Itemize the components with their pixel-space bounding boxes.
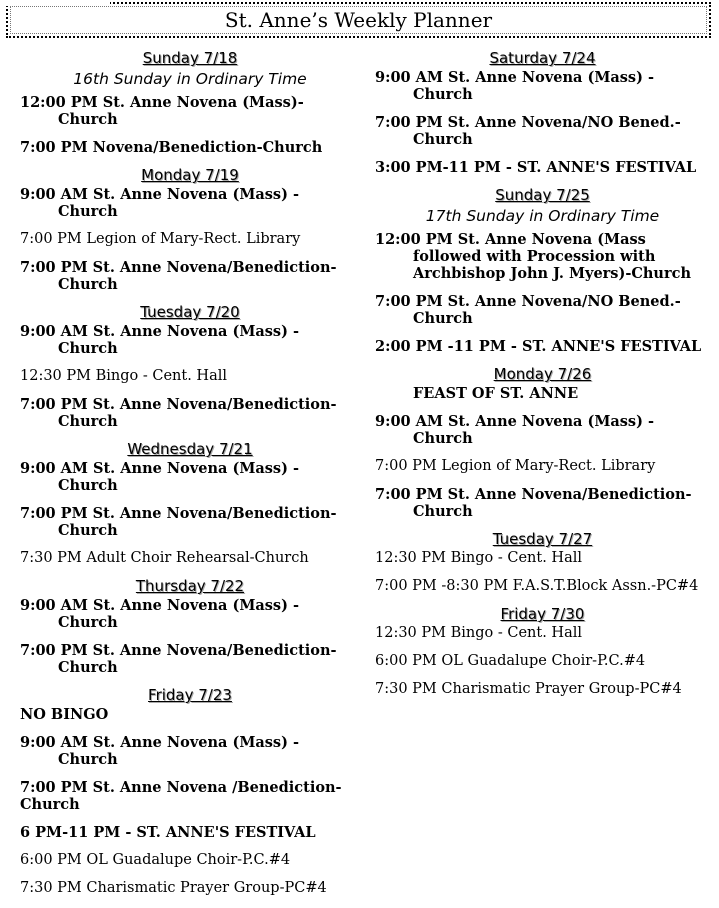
- event-item: 9:00 AM St. Anne Novena (Mass) - Church: [20, 460, 300, 494]
- left-column: [20, 48, 360, 908]
- event-item: 9:00 AM St. Anne Novena (Mass) - Church: [375, 69, 655, 103]
- event-item: 12:30 PM Bingo - Cent. Hall: [375, 550, 582, 566]
- event-item: 6:00 PM OL Guadalupe Choir-P.C.#4: [375, 653, 646, 669]
- day-subtitle: 17th Sunday in Ordinary Time: [425, 207, 660, 225]
- day-section: [20, 50, 360, 156]
- event-item: 7:00 PM St. Anne Novena/Benediction-Church: [20, 396, 337, 430]
- event-item: 7:00 PM Legion of Mary-Rect. Library: [375, 458, 656, 474]
- event-item: 7:00 PM St. Anne Novena/Benediction-Church: [20, 259, 337, 293]
- day-section: [20, 167, 360, 293]
- day-section: [375, 606, 710, 698]
- event-item: 7:00 PM St. Anne Novena/NO Bened.-Church: [375, 114, 681, 148]
- event-item: 2:00 PM -11 PM - ST. ANNE'S FESTIVAL: [375, 338, 702, 355]
- day-section: [375, 366, 710, 520]
- event-item: 3:00 PM-11 PM - ST. ANNE'S FESTIVAL: [375, 159, 697, 176]
- event-item: 7:00 PM St. Anne Novena /Benediction-Church: [20, 779, 342, 813]
- event-item: FEAST OF ST. ANNE: [413, 385, 579, 402]
- day-heading: Wednesday 7/21: [127, 440, 253, 458]
- event-item: 9:00 AM St. Anne Novena (Mass) - Church: [20, 734, 300, 768]
- event-item: 7:00 PM -8:30 PM F.A.S.T.Block Assn.-PC#4: [375, 578, 699, 594]
- day-section: [20, 687, 360, 897]
- day-section: [375, 187, 710, 355]
- event-item: 9:00 AM St. Anne Novena (Mass) - Church: [20, 186, 300, 220]
- day-heading: Sunday 7/25: [495, 186, 590, 204]
- day-heading: Tuesday 7/27: [492, 530, 593, 548]
- day-heading: Saturday 7/24: [489, 49, 596, 67]
- day-section: [20, 304, 360, 430]
- event-item: 7:00 PM St. Anne Novena/Benediction-Church: [375, 486, 692, 520]
- day-subtitle: 16th Sunday in Ordinary Time: [73, 70, 307, 88]
- event-item: 12:00 PM St. Anne Novena (Mass followed with Procession with Archbishop John J. Myers)-Church: [375, 231, 691, 282]
- day-section: [20, 441, 360, 567]
- day-heading: Sunday 7/18: [142, 49, 238, 67]
- event-item: 7:00 PM St. Anne Novena/Benediction-Church: [20, 505, 337, 539]
- banner-corner-gap: [6, 2, 110, 6]
- event-item: 7:00 PM St. Anne Novena/Benediction-Church: [20, 642, 337, 676]
- day-section: [375, 50, 710, 176]
- event-item: 7:30 PM Charismatic Prayer Group-PC#4: [20, 880, 327, 896]
- planner-title-banner: [6, 2, 711, 38]
- day-section: [375, 531, 710, 595]
- event-item: 9:00 AM St. Anne Novena (Mass) - Church: [20, 597, 300, 631]
- event-item: 12:00 PM St. Anne Novena (Mass)-Church: [20, 94, 304, 128]
- planner-title: St. Anne’s Weekly Planner: [224, 8, 493, 32]
- day-heading: Monday 7/26: [493, 365, 592, 383]
- event-item: 6:00 PM OL Guadalupe Choir-P.C.#4: [20, 852, 291, 868]
- event-item: 7:00 PM Novena/Benediction-Church: [20, 139, 323, 156]
- event-item: 7:00 PM Legion of Mary-Rect. Library: [20, 231, 301, 247]
- event-item: NO BINGO: [20, 706, 109, 723]
- day-section: [20, 578, 360, 676]
- event-item: 7:30 PM Adult Choir Rehearsal-Church: [20, 550, 309, 566]
- event-item: 7:30 PM Charismatic Prayer Group-PC#4: [375, 681, 682, 697]
- event-item: 9:00 AM St. Anne Novena (Mass) - Church: [375, 413, 655, 447]
- event-item: 9:00 AM St. Anne Novena (Mass) - Church: [20, 323, 300, 357]
- day-heading: Monday 7/19: [141, 166, 239, 184]
- day-heading: Tuesday 7/20: [140, 303, 240, 321]
- event-item: 6 PM-11 PM - ST. ANNE'S FESTIVAL: [20, 824, 316, 841]
- event-item: 12:30 PM Bingo - Cent. Hall: [20, 368, 227, 384]
- day-heading: Friday 7/23: [148, 686, 232, 704]
- event-item: 7:00 PM St. Anne Novena/NO Bened.-Church: [375, 293, 681, 327]
- event-item: 12:30 PM Bingo - Cent. Hall: [375, 625, 582, 641]
- day-heading: Thursday 7/22: [135, 577, 245, 595]
- day-heading: Friday 7/30: [500, 605, 585, 623]
- right-column: [375, 48, 710, 709]
